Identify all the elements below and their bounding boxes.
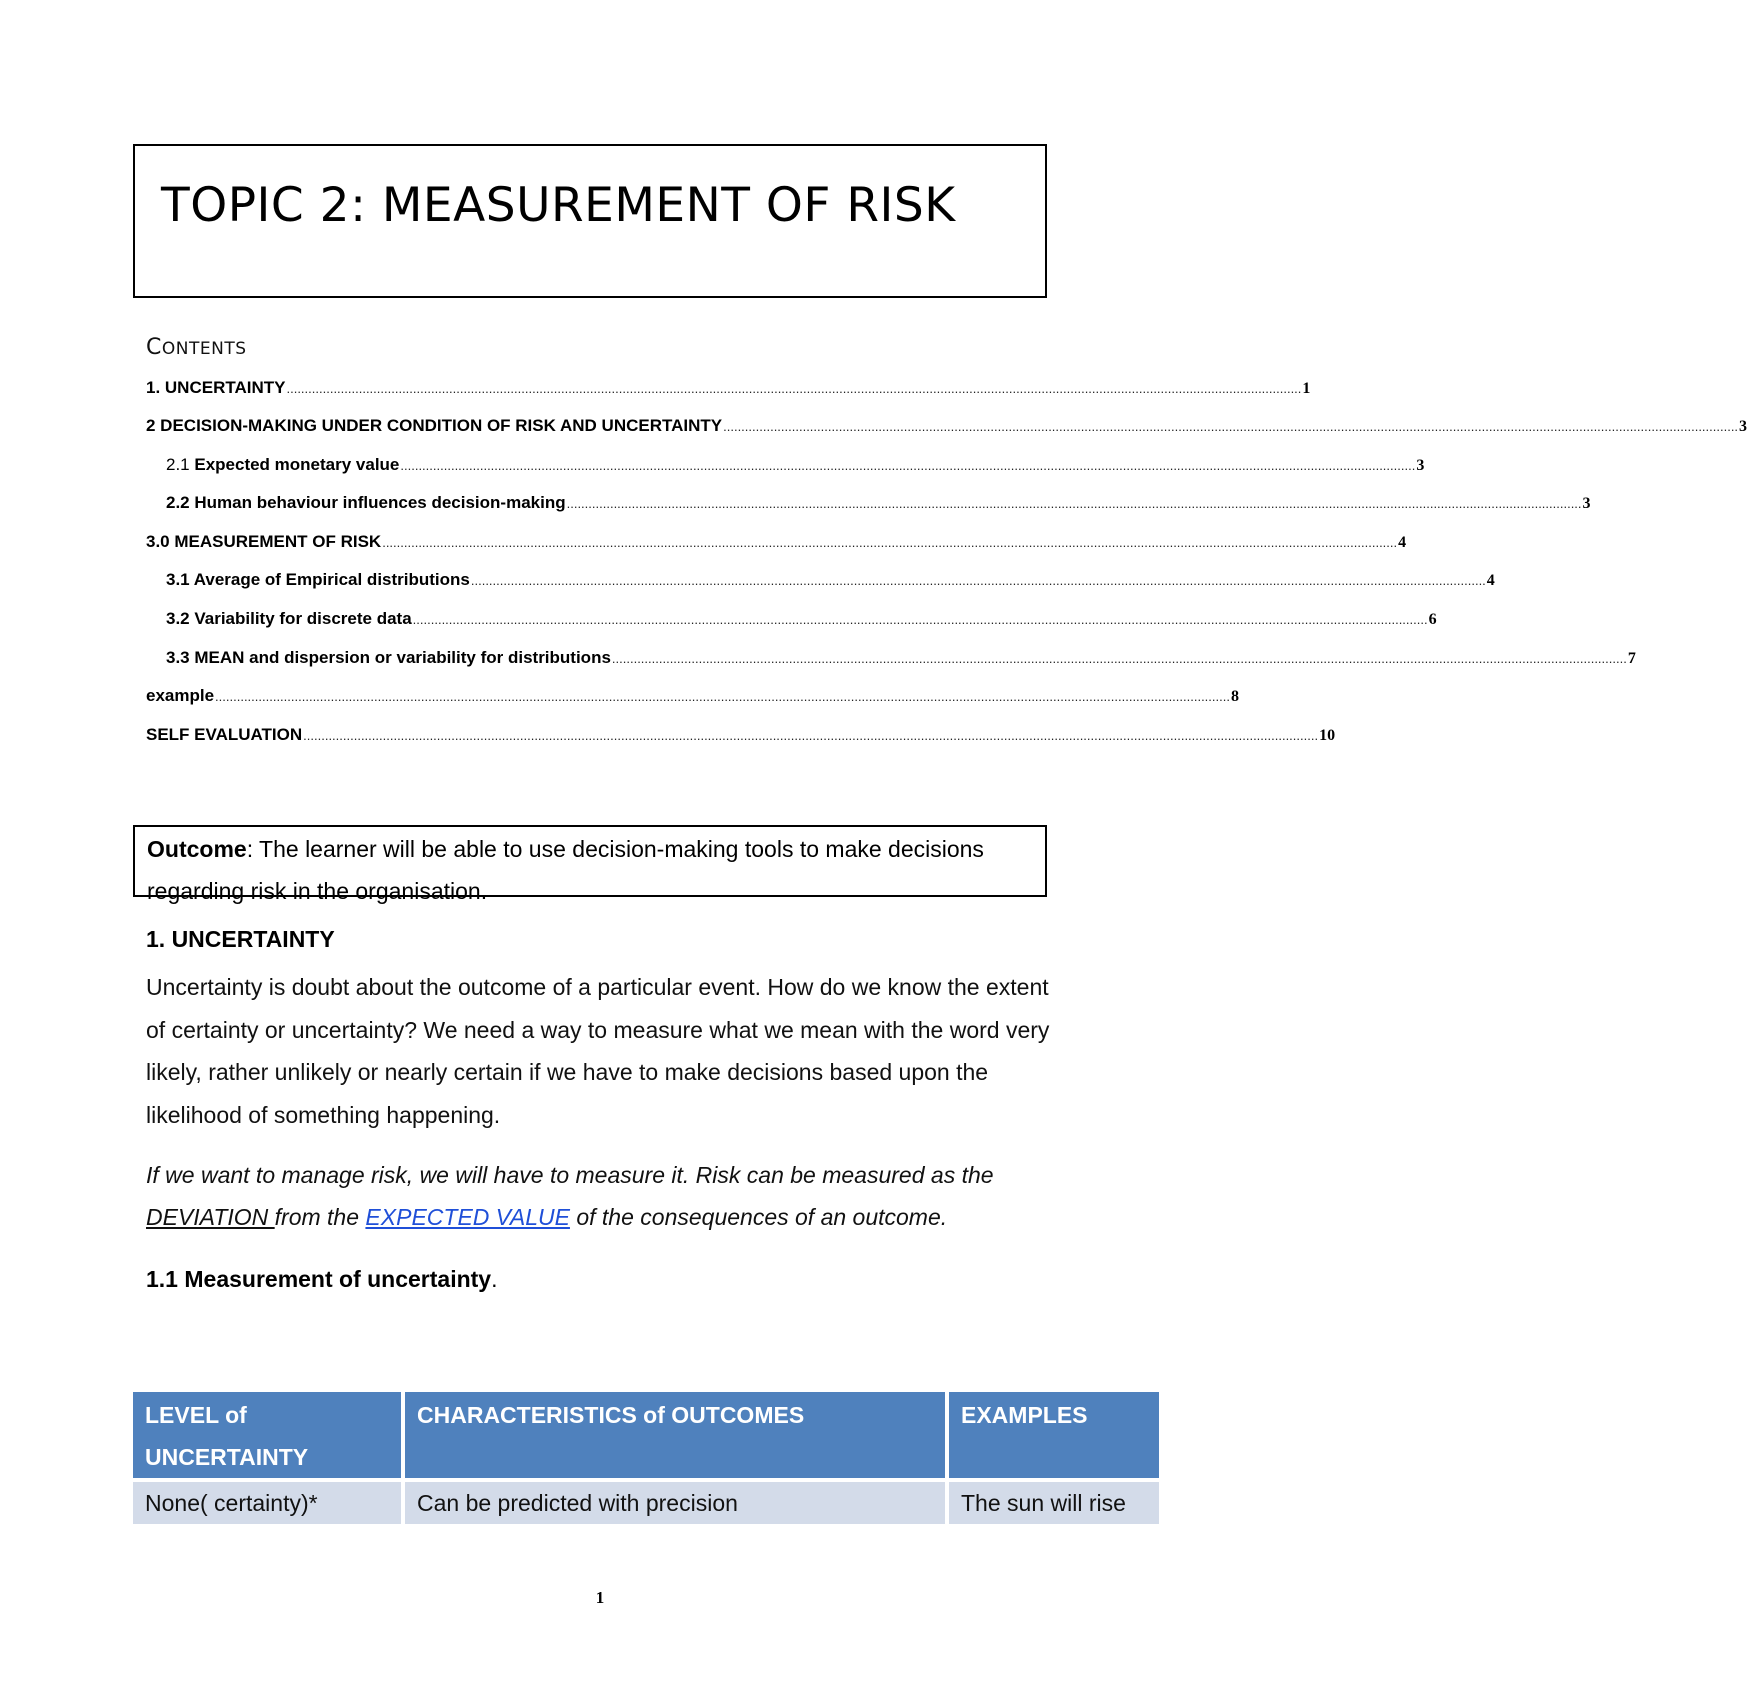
toc-leader: .........................................................................................................................................................................................................................................................................................	[566, 496, 1582, 511]
toc-heading	[146, 335, 247, 360]
outcome-label: Outcome	[147, 836, 247, 862]
toc-entry-label: 3.0 MEASUREMENT OF RISK	[146, 532, 382, 551]
section-heading-uncertainty: 1. UNCERTAINTY	[146, 926, 335, 952]
toc-entry-label: 1. UNCERTAINTY	[146, 378, 286, 397]
toc-leader: .........................................................................................................................................................................................................................................................................................	[215, 689, 1230, 704]
toc-entry[interactable]	[166, 493, 1591, 517]
toc-entry[interactable]	[166, 609, 1437, 633]
uncertainty-paragraph: Uncertainty is doubt about the outcome of a particular event. How do we know the extent of certainty or uncertainty? We need a way to measure what we mean with the word very likely, rather unlikely or nearly certain if we have to make decisions based upon the likelihood of something happening.	[146, 974, 1050, 1128]
toc-entry[interactable]	[166, 570, 1495, 594]
risk-text-1: If we want to manage risk, we will have to measure it. Risk can be measured as the	[146, 1162, 994, 1188]
toc-leader: .........................................................................................................................................................................................................................................................................................	[470, 573, 1486, 588]
outcome-box	[133, 825, 1047, 904]
toc-entry[interactable]	[166, 455, 1425, 479]
toc-entry-page: 3	[1582, 495, 1591, 512]
toc-heading-rest: ONTENTS	[161, 339, 247, 359]
table-header-cell: CHARACTERISTICS of OUTCOMES	[405, 1392, 945, 1482]
toc-heading-initial: C	[146, 335, 162, 360]
toc-entry-page: 3	[1416, 457, 1425, 474]
toc-entry-prefix: 2.1	[166, 455, 195, 474]
toc-entry-label: 3.3 MEAN and dispersion or variability for distributions	[166, 648, 611, 667]
table-header-row	[133, 1392, 1159, 1482]
toc-entry-page: 4	[1486, 572, 1495, 589]
table-row	[133, 1482, 1159, 1524]
toc-entry-page: 3	[1739, 418, 1747, 435]
expected-value-link[interactable]: EXPECTED VALUE	[365, 1204, 570, 1230]
toc-entry-label: SELF EVALUATION	[146, 725, 303, 744]
toc-entry-title: Expected monetary value	[194, 455, 400, 474]
risk-text-2: from the	[274, 1204, 366, 1230]
toc-entry-label: 2.2 Human behaviour influences decision-making	[166, 493, 566, 512]
table-header-cell: LEVEL of UNCERTAINTY	[133, 1392, 401, 1482]
toc-entry-label	[166, 455, 399, 475]
toc-entry-label: example	[146, 686, 215, 705]
outcome-text: : The learner will be able to use decision-making tools to make decisions regarding risk in the organisation.	[147, 836, 984, 904]
table-cell: None( certainty)*	[133, 1482, 401, 1524]
toc-entry-page: 10	[1319, 727, 1336, 744]
title-box	[133, 144, 1047, 298]
toc-entry-page: 6	[1428, 611, 1437, 628]
page-number: 1	[595, 1588, 605, 1607]
toc-leader: .........................................................................................................................................................................................................................................................................................	[723, 419, 1739, 434]
risk-text-3: of the consequences of an outcome.	[569, 1204, 948, 1230]
page-title: TOPIC 2: MEASUREMENT OF RISK	[161, 178, 956, 233]
toc-entry[interactable]	[166, 648, 1636, 672]
toc-entry-page: 8	[1230, 688, 1239, 705]
toc-entry-label: 2 DECISION-MAKING UNDER CONDITION OF RISK AND UNCERTAINTY	[146, 416, 723, 435]
toc-leader: .........................................................................................................................................................................................................................................................................................	[286, 381, 1302, 396]
uncertainty-table	[129, 1392, 1163, 1524]
toc-leader: .........................................................................................................................................................................................................................................................................................	[303, 728, 1319, 743]
toc-leader: .........................................................................................................................................................................................................................................................................................	[611, 651, 1627, 666]
toc-entry-page: 7	[1627, 650, 1636, 667]
risk-definition-paragraph	[146, 1154, 1066, 1238]
toc-entry-page: 4	[1398, 534, 1407, 551]
toc-leader: .........................................................................................................................................................................................................................................................................................	[382, 535, 1398, 550]
subsection-heading	[146, 1266, 498, 1293]
toc-entry[interactable]	[146, 686, 1239, 710]
toc-leader: .........................................................................................................................................................................................................................................................................................	[412, 612, 1428, 627]
toc-entry-page: 1	[1302, 380, 1311, 397]
toc-entry-label: 3.2 Variability for discrete data	[166, 609, 412, 628]
subsection-heading-suffix: .	[491, 1266, 498, 1292]
toc-entry[interactable]	[146, 725, 1336, 749]
table-cell: Can be predicted with precision	[405, 1482, 945, 1524]
toc-entry-label: 3.1 Average of Empirical distributions	[166, 570, 470, 589]
toc-entry[interactable]	[146, 532, 1407, 556]
toc-leader: .........................................................................................................................................................................................................................................................................................	[400, 458, 1416, 473]
table-header-cell: EXAMPLES	[949, 1392, 1159, 1482]
subsection-heading-text: 1.1 Measurement of uncertainty	[146, 1266, 492, 1292]
toc-entry[interactable]	[146, 416, 1747, 440]
toc-entry[interactable]	[146, 378, 1311, 402]
table-cell: The sun will rise	[949, 1482, 1159, 1524]
deviation-term: DEVIATION	[146, 1204, 275, 1230]
